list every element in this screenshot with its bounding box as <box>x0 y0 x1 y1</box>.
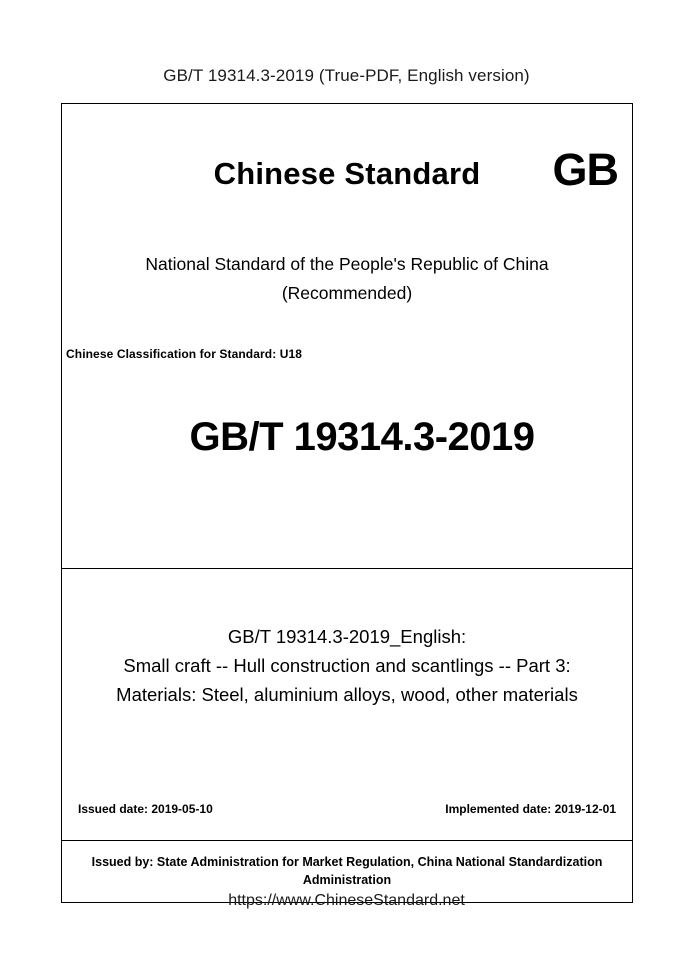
page-title: GB/T 19314.3-2019 (True-PDF, English version) <box>163 66 530 85</box>
english-title <box>62 622 632 709</box>
cover-upper-section <box>62 104 632 569</box>
standard-cover-box <box>61 103 633 903</box>
national-standard-line2: (Recommended) <box>281 283 413 303</box>
national-standard-line1: National Standard of the People's Republic of China <box>145 254 549 274</box>
cover-lower-section <box>62 569 632 841</box>
english-title-line3: Materials: Steel, aluminium alloys, wood, other materials <box>116 684 578 705</box>
english-title-line1: GB/T 19314.3-2019_English: <box>227 626 467 647</box>
english-title-line2: Small craft -- Hull construction and scantlings -- Part 3: <box>123 655 571 676</box>
standard-number: GB/T 19314.3-2019 <box>189 415 535 459</box>
gb-logo: GB <box>552 144 618 195</box>
brand-title: Chinese Standard <box>213 156 481 191</box>
website-link[interactable]: https://www.ChineseStandard.net <box>228 892 465 909</box>
classification-code: Chinese Classification for Standard: U18 <box>66 347 303 361</box>
dates-row <box>62 802 632 816</box>
implemented-date: Implemented date: 2019-12-01 <box>445 802 616 816</box>
issued-date: Issued date: 2019-05-10 <box>78 802 213 816</box>
issued-by: Issued by: State Administration for Market Regulation, China National Standardization Administration <box>91 855 603 887</box>
